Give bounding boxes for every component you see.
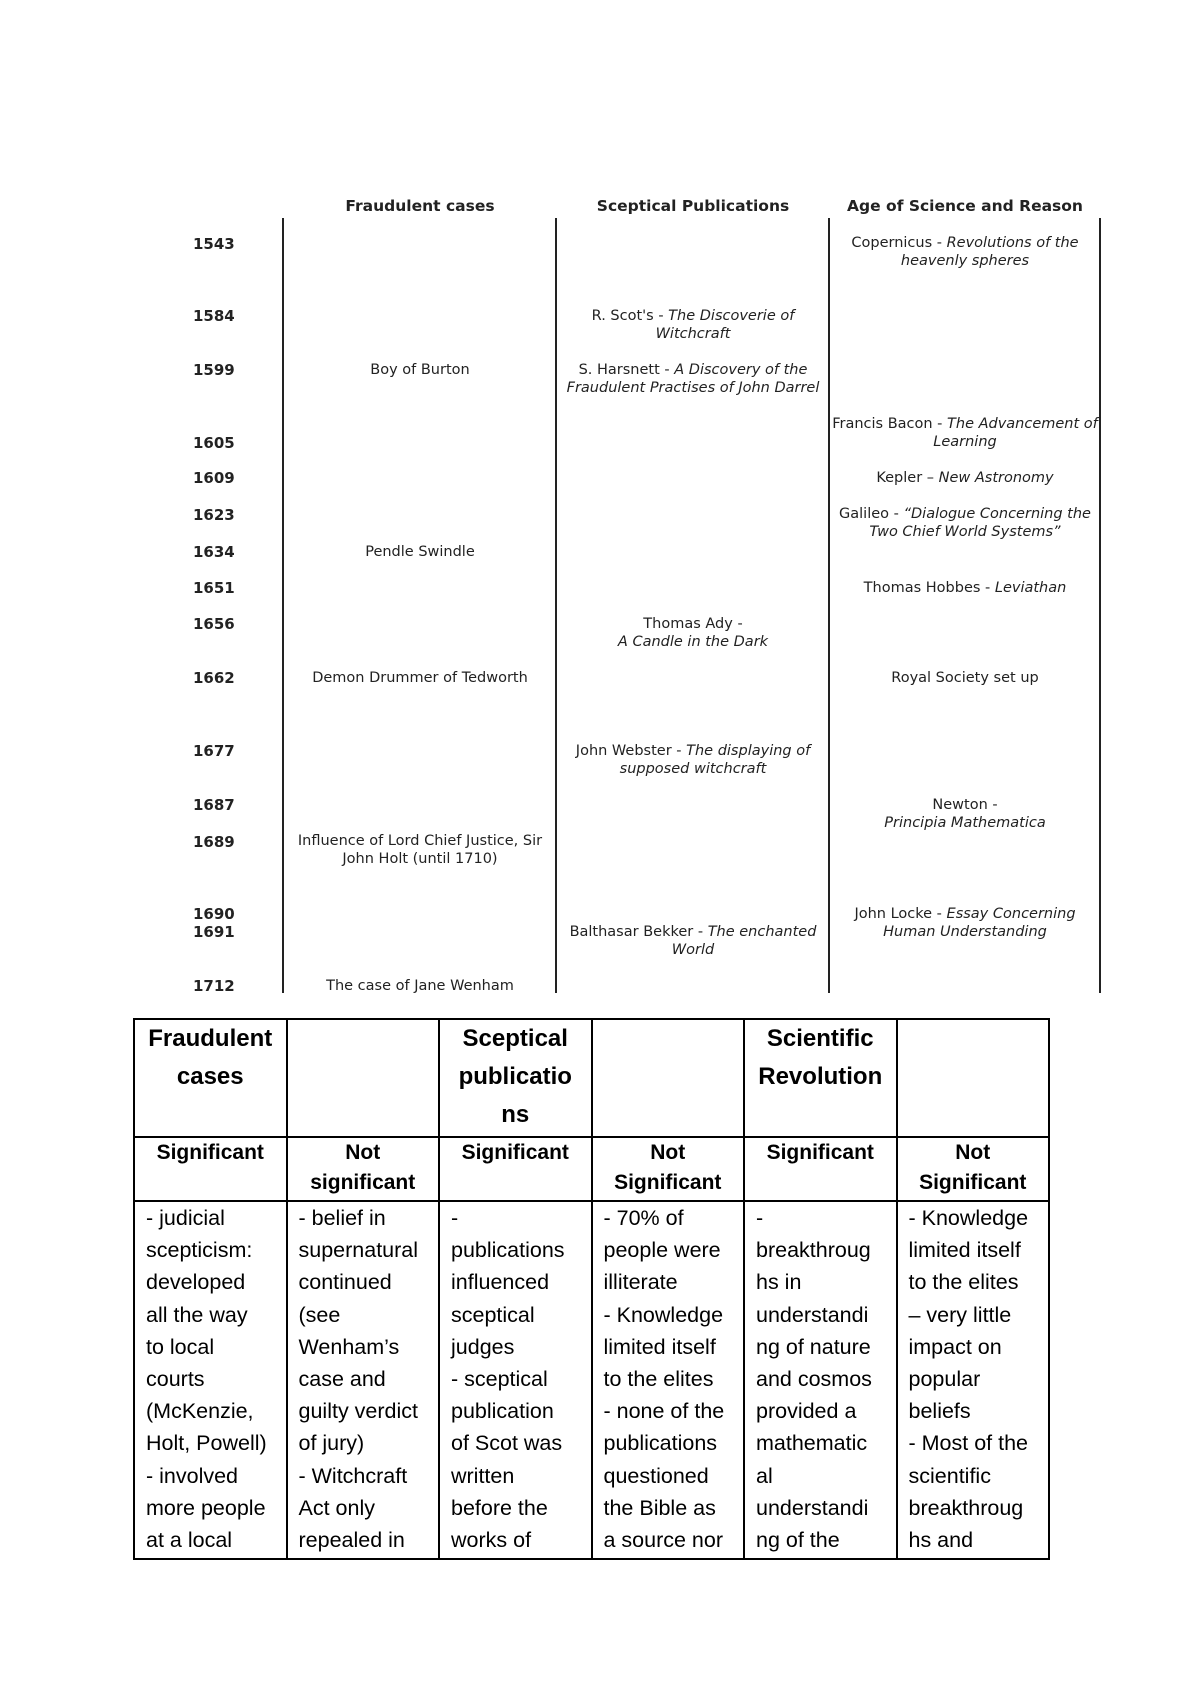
entry-royal-society: Royal Society set up xyxy=(891,670,1039,686)
table-row xyxy=(134,1201,1049,1559)
entry-locke: John Locke - Essay Concerning Human Understanding xyxy=(854,906,1076,940)
timeline-header-science: Age of Science and Reason xyxy=(847,197,1083,215)
column-divider xyxy=(282,218,284,993)
entry-pendle: Pendle Swindle xyxy=(365,544,475,560)
entry-ady: Thomas Ady - A Candle in the Dark xyxy=(617,616,769,650)
table-header-cell: Scientific Revolution xyxy=(744,1019,897,1137)
table-subheader-cell: Not Significant xyxy=(592,1137,745,1201)
table-cell: - Knowledge limited itself to the elites – very little impact on popular beliefs - Most of the scientific breakthroug hs and xyxy=(897,1201,1050,1559)
significance-table xyxy=(133,1018,1050,1560)
year-label: 1690 xyxy=(193,905,235,923)
entry-drummer: Demon Drummer of Tedworth xyxy=(312,670,528,686)
entry-wenham: The case of Jane Wenham xyxy=(326,978,514,994)
entry-bacon: Francis Bacon - The Advancement of Learning xyxy=(832,416,1098,450)
table-header-row xyxy=(134,1019,1049,1137)
table-subheader-cell: Not significant xyxy=(287,1137,440,1201)
table-subheader-row xyxy=(134,1137,1049,1201)
year-label: 1651 xyxy=(193,579,235,597)
table-header-cell xyxy=(897,1019,1050,1137)
year-label: 1634 xyxy=(193,543,235,561)
year-label: 1605 xyxy=(193,434,235,452)
entry-copernicus: Copernicus - Revolutions of the heavenly spheres xyxy=(851,235,1079,269)
entry-galileo: Galileo - “Dialogue Concerning the Two Chief World Systems” xyxy=(839,506,1091,540)
year-label: 1689 xyxy=(193,833,235,851)
column-divider xyxy=(1099,218,1101,993)
table-header-cell: Fraudulent cases xyxy=(134,1019,287,1137)
year-label: 1623 xyxy=(193,506,235,524)
entry-holt: Influence of Lord Chief Justice, Sir John Holt (until 1710) xyxy=(297,833,543,867)
table-cell: - breakthroug hs in understandi ng of nature and cosmos provided a mathematic al understandi ng of the xyxy=(744,1201,897,1559)
year-label: 1584 xyxy=(193,307,235,325)
entry-scot: R. Scot's - The Discoverie of Witchcraft xyxy=(591,308,795,342)
table-subheader-cell: Not Significant xyxy=(897,1137,1050,1201)
year-label: 1687 xyxy=(193,796,235,814)
year-label: 1609 xyxy=(193,469,235,487)
entry-kepler: Kepler – New Astronomy xyxy=(876,470,1054,486)
table-cell: - judicial scepticism: developed all the way to local courts (McKenzie, Holt, Powell) - involved more people at a local xyxy=(134,1201,287,1559)
entry-boy-of-burton: Boy of Burton xyxy=(370,362,470,378)
entry-webster: John Webster - The displaying of supposed witchcraft xyxy=(575,743,811,777)
year-label: 1656 xyxy=(193,615,235,633)
timeline-header-fraudulent: Fraudulent cases xyxy=(345,197,495,215)
entry-harsnett: S. Harsnett - A Discovery of the Fraudulent Practises of John Darrel xyxy=(566,362,820,396)
timeline-header-sceptical: Sceptical Publications xyxy=(596,197,790,215)
year-label: 1691 xyxy=(193,923,235,941)
year-label: 1599 xyxy=(193,361,235,379)
year-label: 1543 xyxy=(193,235,235,253)
table-header-cell xyxy=(592,1019,745,1137)
entry-newton: Newton - Principia Mathematica xyxy=(884,797,1046,831)
year-label: 1662 xyxy=(193,669,235,687)
entry-bekker: Balthasar Bekker - The enchanted World xyxy=(569,924,817,958)
table-cell: - 70% of people were illiterate - Knowledge limited itself to the elites - none of the publications questioned the Bible as a source nor xyxy=(592,1201,745,1559)
table-subheader-cell: Significant xyxy=(134,1137,287,1201)
table-subheader-cell: Significant xyxy=(744,1137,897,1201)
table-header-cell xyxy=(287,1019,440,1137)
year-label: 1677 xyxy=(193,742,235,760)
year-label: 1712 xyxy=(193,977,235,995)
table-subheader-cell: Significant xyxy=(439,1137,592,1201)
table-cell: - belief in supernatural continued (see Wenham’s case and guilty verdict of jury) - Witchcraft Act only repealed in xyxy=(287,1201,440,1559)
table-header-cell: Sceptical publicatio ns xyxy=(439,1019,592,1137)
entry-hobbes: Thomas Hobbes - Leviathan xyxy=(863,580,1067,596)
table-cell: - publications influenced sceptical judges - sceptical publication of Scot was written before the works of xyxy=(439,1201,592,1559)
